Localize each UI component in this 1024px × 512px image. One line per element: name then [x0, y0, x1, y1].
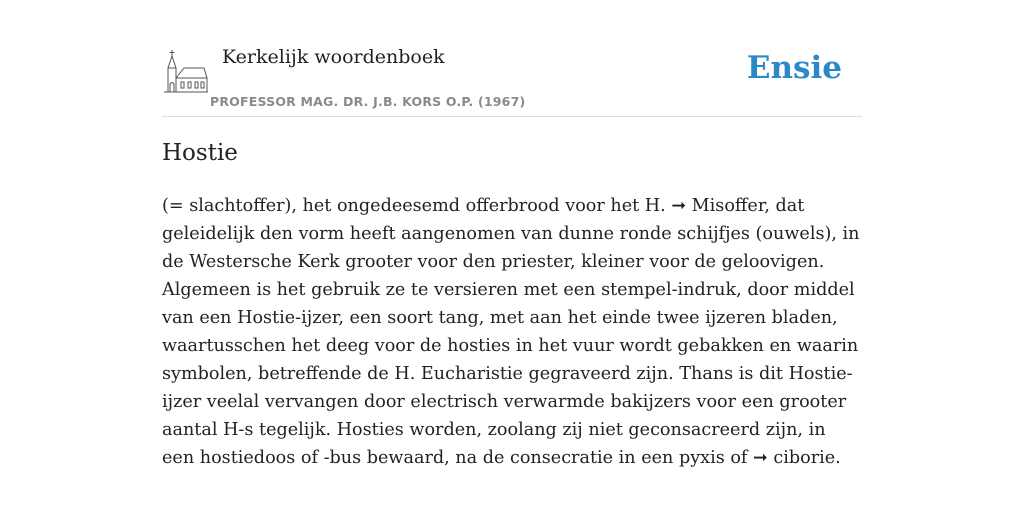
book-title[interactable]: Kerkelijk woordenboek: [222, 46, 445, 68]
header: [162, 0, 862, 117]
link-ciborie[interactable]: ciborie: [767, 448, 836, 468]
brand-logo[interactable]: Ensie: [746, 50, 842, 86]
arrow-right-icon: ➞: [753, 448, 768, 468]
page-container: [162, 0, 862, 468]
church-icon: [164, 48, 208, 96]
link-misoffer[interactable]: Misoffer: [686, 196, 765, 216]
arrow-right-icon: ➞: [671, 196, 687, 216]
entry-text-part-2: , dat geleidelijk den vorm heeft aangenomen van dunne ronde schijfjes (ouwels), in de Westersche Kerk grooter voor den priester, kleiner voor de geloovigen. Algemeen is het gebruik ze te versieren met een stempel-indruk, door middel van een Hostie-ijzer, een soort tang, met aan het einde twee ijzeren bladen, waartusschen het deeg voor de hosties in het vuur wordt gebakken en waarin symbolen, betreffende de H. Eucharistie gegraveerd zijn. Thans is dit Hostie-ijzer veelal vervangen door electrisch verwarmde bakijzers voor een grooter aantal H-s tegelijk. Hosties worden, zoolang zij niet geconsacreerd zijn, in een hostiedoos of -bus bewaard, na de consecratie in een pyxis of: [162, 196, 860, 468]
author-line: PROFESSOR MAG. DR. J.B. KORS O.P. (1967): [210, 94, 526, 109]
entry-text-part-1: (= slachtoffer), het ongedeesemd offerbrood voor het H.: [162, 196, 672, 216]
entry-text-part-3: .: [835, 448, 841, 468]
entry-text: [162, 192, 862, 472]
entry-title: Hostie: [162, 140, 238, 166]
